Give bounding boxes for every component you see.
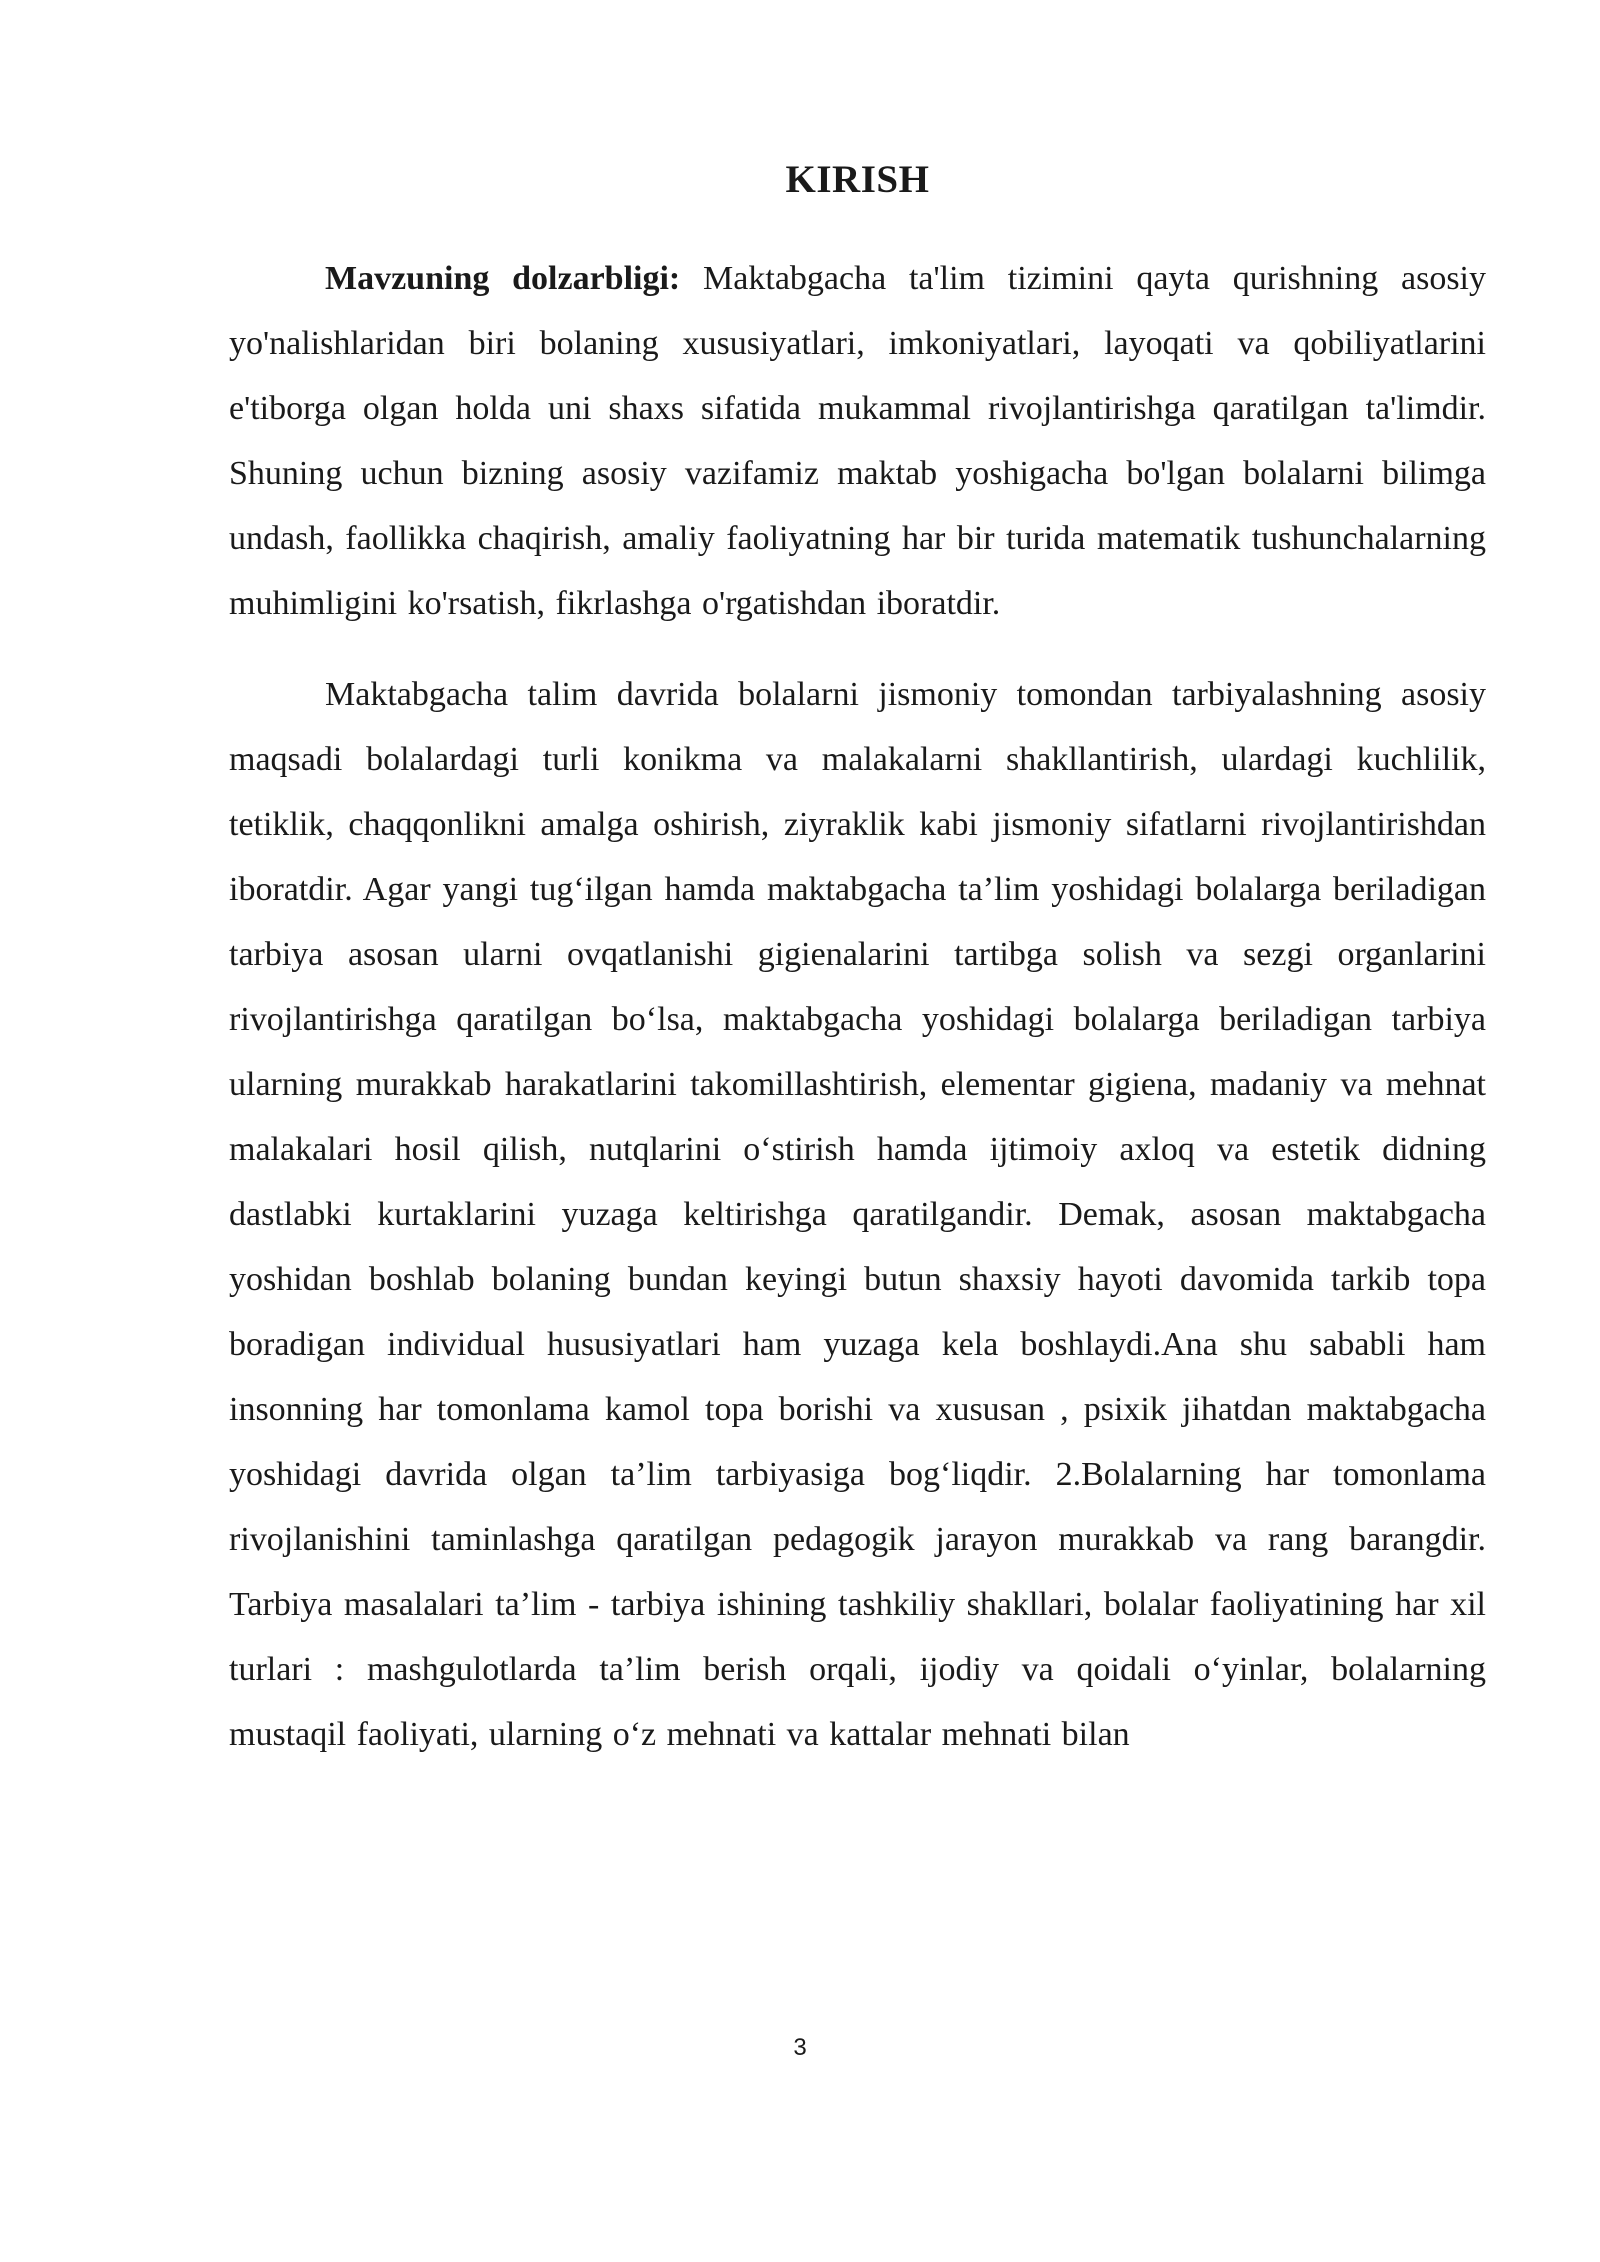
relevance-lead: Mavzuning dolzarbligi: xyxy=(325,260,681,297)
page-title: KIRISH xyxy=(785,158,930,201)
relevance-text: Maktabgacha ta'lim tizimini qayta qurishning asosiy yo'nalishlaridan biri bolaning xususiyatlari, imkoniyatlari, layoqati va qobiliyatlarini e'tiborga olgan holda uni shaxs sifatida mukammal rivojlantirishga qaratilgan ta'limdir. Shuning uchun bizning asosiy vazifamiz maktab yoshigacha bo'lgan bolalarni bilimga undash, faollikka chaqirish, amaliy faoliyatning har bir turida matematik tushunchalarning muhimligini ko'rsatish, fikrlashga o'rgatishdan iboratdir. xyxy=(229,260,1486,622)
page-content xyxy=(229,150,1486,1767)
paragraph-relevance xyxy=(229,246,1486,636)
paragraph-education: Maktabgacha talim davrida bolalarni jismoniy tomondan tarbiyalashning asosiy maqsadi bolalardagi turli konikma va malakalarni shakllantirish, ulardagi kuchlilik, tetiklik, chaqqonlikni amalga oshirish, ziyraklik kabi jismoniy sifatlarni rivojlantirishdan iboratdir. Agar yangi tug‘ilgan hamda maktabgacha ta’lim yoshidagi bolalarga beriladigan tarbiya asosan ularni ovqatlanishi gigienalarini tartibga solish va sezgi organlarini rivojlantirishga qaratilgan bo‘lsa, maktabgacha yoshidagi bolalarga beriladigan tarbiya ularning murakkab harakatlarini takomillashtirish, elementar gigiena, madaniy va mehnat malakalari hosil qilish, nutqlarini o‘stirish hamda ijtimoiy axloq va estetik didning dastlabki kurtaklarini yuzaga keltirishga qaratilgandir. Demak, asosan maktabgacha yoshidan boshlab bolaning bundan keyingi butun shaxsiy hayoti davomida tarkib topa boradigan individual hususiyatlari ham yuzaga kela boshlaydi.Ana shu sababli ham insonning har tomonlama kamol topa borishi va xususan , psixik jihatdan maktabgacha yoshidagi davrida olgan ta’lim tarbiyasiga bog‘liqdir. 2.Bolalarning har tomonlama rivojlanishini taminlashga qaratilgan pedagogik jarayon murakkab va rang barangdir. Tarbiya masalalari ta’lim - tarbiya ishining tashkiliy shakllari, bolalar faoliyatining har xil turlari : mashgulotlarda ta’lim berish orqali, ijodiy va qoidali o‘yinlar, bolalarning mustaqil faoliyati, ularning o‘z mehnati va kattalar mehnati bilan xyxy=(229,676,1486,1753)
page-number: 3 xyxy=(793,2034,807,2061)
